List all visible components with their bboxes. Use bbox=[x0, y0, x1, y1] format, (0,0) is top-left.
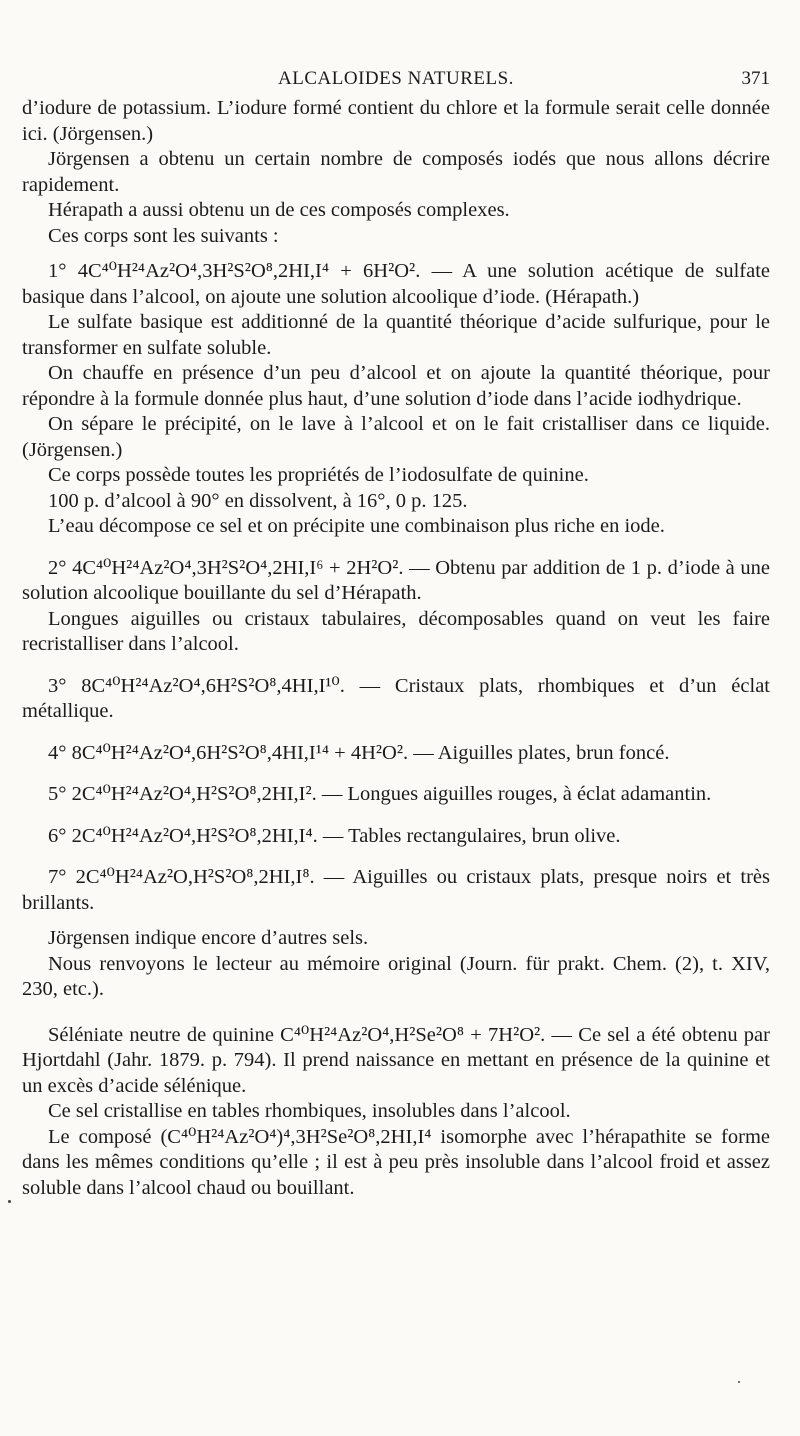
paragraph: 2° 4C⁴⁰H²⁴Az²O⁴,3H²S²O⁴,2HI,I⁶ + 2H²O². — Obtenu par addition de 1 p. d’iode à une solution alcoolique bouillante du sel d’Hérapath. bbox=[22, 556, 770, 604]
paragraph: 3° 8C⁴⁰H²⁴Az²O⁴,6H²S²O⁸,4HI,I¹⁰. — Cristaux plats, rhombiques et d’un éclat métallique. bbox=[22, 674, 770, 722]
paragraph: Nous renvoyons le lecteur au mémoire original (Journ. für prakt. Chem. (2), t. XIV, 230, etc.). bbox=[22, 952, 770, 1000]
paragraph: Longues aiguilles ou cristaux tabulaires, décomposables quand on veut les faire recristalliser dans l’alcool. bbox=[22, 607, 770, 655]
paragraph: Ce corps possède toutes les propriétés de l’iodosulfate de quinine. bbox=[48, 464, 589, 486]
paragraph: Le sulfate basique est additionné de la quantité théorique d’acide sulfurique, pour le transformer en sulfate soluble. bbox=[22, 311, 770, 359]
paragraph: Jörgensen indique encore d’autres sels. bbox=[48, 927, 369, 949]
paragraph: On sépare le précipité, on le lave à l’alcool et on le fait cristalliser dans ce liquide. (Jörgensen.) bbox=[22, 413, 770, 461]
paragraph: 100 p. d’alcool à 90° en dissolvent, à 16°, 0 p. 125. bbox=[48, 489, 468, 512]
running-title: ALCALOIDES NATURELS. bbox=[278, 68, 514, 89]
paragraph: 6° 2C⁴⁰H²⁴Az²O⁴,H²S²O⁸,2HI,I⁴. — Tables rectangulaires, brun olive. bbox=[48, 824, 621, 847]
paragraph: 5° 2C⁴⁰H²⁴Az²O⁴,H²S²O⁸,2HI,I². — Longues aiguilles rouges, à éclat adamantin. bbox=[48, 783, 712, 805]
paragraph: L’eau décompose ce sel et on précipite une combinaison plus riche en iode. bbox=[48, 515, 665, 537]
paragraph: Séléniate neutre de quinine C⁴⁰H²⁴Az²O⁴,H²Se²O⁸ + 7H²O². — Ce sel a été obtenu par Hjortdahl (Jahr. 1879. p. 794). Il prend naissance en mettant en présence de la quinine et un excès d’acide sélénique. bbox=[22, 1023, 770, 1097]
page-number: 371 bbox=[741, 68, 770, 89]
ink-speck bbox=[738, 1381, 740, 1383]
ink-speck bbox=[8, 1200, 11, 1203]
body-text bbox=[22, 96, 770, 1201]
paragraph: 7° 2C⁴⁰H²⁴Az²O,H²S²O⁸,2HI,I⁸. — Aiguilles ou cristaux plats, presque noirs et très brillants. bbox=[22, 866, 770, 914]
paragraph: d’iodure de potassium. L’iodure formé contient du chlore et la formule serait celle donnée ici. (Jörgensen.) bbox=[22, 97, 770, 145]
paragraph: Jörgensen a obtenu un certain nombre de composés iodés que nous allons décrire rapidement. bbox=[22, 148, 770, 196]
paragraph: Ce sel cristallise en tables rhombiques, insolubles dans l’alcool. bbox=[48, 1100, 571, 1122]
paragraph: 1° 4C⁴⁰H²⁴Az²O⁴,3H²S²O⁸,2HI,I⁴ + 6H²O². — A une solution acétique de sulfate basique dans l’alcool, on ajoute une solution alcoolique d’iode. (Hérapath.) bbox=[22, 260, 770, 308]
paragraph: Le composé (C⁴⁰H²⁴Az²O⁴)⁴,3H²Se²O⁸,2HI,I⁴ isomorphe avec l’hérapathite se forme dans les mêmes conditions qu’elle ; il est à peu près insoluble dans l’alcool froid et assez soluble dans l’alcool chaud ou bouillant. bbox=[22, 1125, 770, 1199]
paragraph: 4° 8C⁴⁰H²⁴Az²O⁴,6H²S²O⁸,4HI,I¹⁴ + 4H²O². — Aiguilles plates, brun foncé. bbox=[48, 741, 670, 764]
running-head bbox=[22, 68, 770, 94]
paragraph: On chauffe en présence d’un peu d’alcool et on ajoute la quantité théorique, pour répondre à la formule donnée plus haut, d’une solution d’iode dans l’acide iodhydrique. bbox=[22, 362, 770, 410]
paragraph: Ces corps sont les suivants : bbox=[48, 224, 279, 247]
paragraph: Hérapath a aussi obtenu un de ces composés complexes. bbox=[48, 199, 510, 221]
